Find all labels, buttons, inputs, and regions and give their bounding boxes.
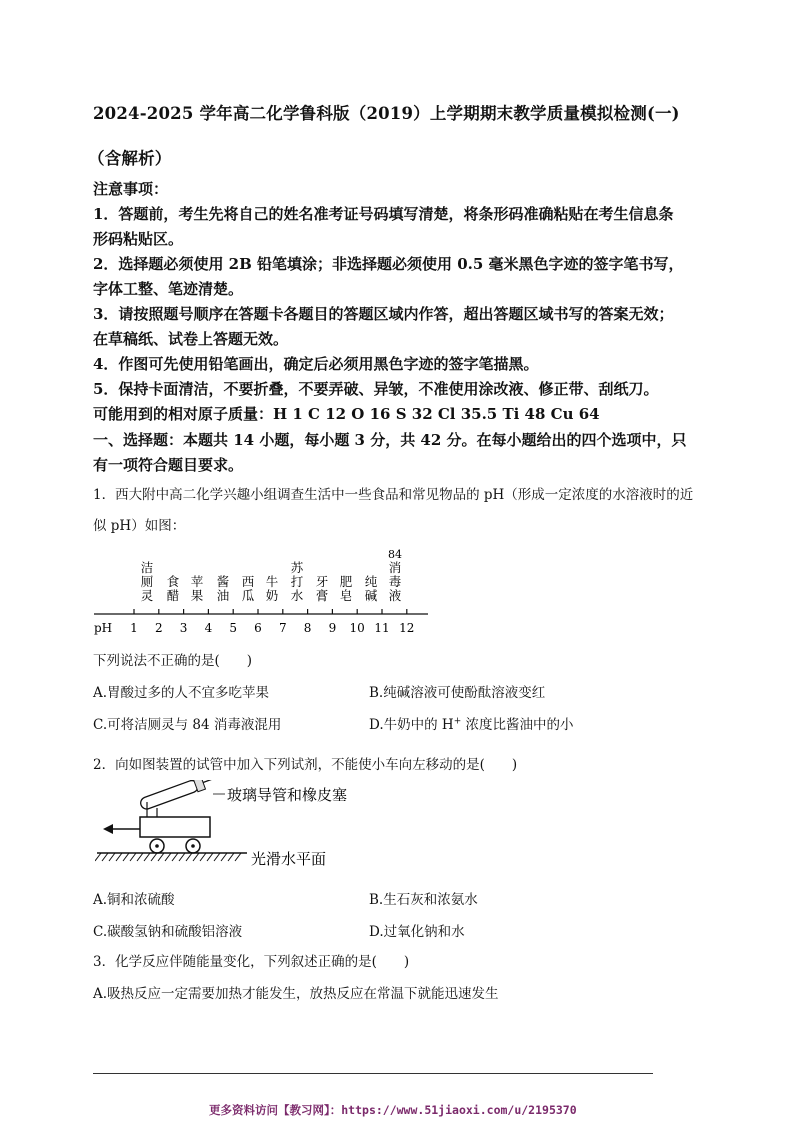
svg-text:瓜: 瓜 xyxy=(241,588,255,603)
label-plane: 光滑水平面 xyxy=(251,850,327,868)
svg-text:牙: 牙 xyxy=(315,574,329,589)
glass-tube xyxy=(203,780,213,782)
svg-text:食: 食 xyxy=(166,574,180,589)
q2-option-c[interactable]: C.碳酸氢钠和硫酸铝溶液 xyxy=(93,924,243,940)
svg-text:毒: 毒 xyxy=(388,574,402,589)
test-tube xyxy=(139,780,216,812)
cart-body xyxy=(140,817,210,837)
ph-scale-figure xyxy=(90,538,440,638)
svg-text:酱: 酱 xyxy=(216,574,230,589)
cart-apparatus-figure xyxy=(95,780,375,872)
q2-option-a[interactable]: A.铜和浓硫酸 xyxy=(93,892,175,908)
doc-title-line1: 2024-2025 学年高二化学鲁科版（2019）上学期期末教学质量模拟检测(一) xyxy=(93,104,680,123)
section-heading-line1: 一、选择题：本题共 14 小题，每小题 3 分，共 42 分。在每小题给出的四个选项中，只 xyxy=(93,431,687,449)
ph-tick-label: 2 xyxy=(154,621,163,635)
ph-item-labels xyxy=(141,548,402,603)
svg-text:苹: 苹 xyxy=(190,574,204,589)
ph-ticks xyxy=(134,609,407,614)
q1-stem-line2: 似 pH）如图： xyxy=(93,518,186,534)
notes-line: 在草稿纸、试卷上答题无效。 xyxy=(93,330,289,348)
ph-item-label xyxy=(266,574,279,603)
svg-text:厕: 厕 xyxy=(140,574,154,589)
notes-heading: 注意事项： xyxy=(93,180,169,198)
ph-tick-label: 9 xyxy=(328,621,337,635)
svg-text:84: 84 xyxy=(388,548,402,561)
ph-item-label xyxy=(217,574,230,603)
ph-tick-label: 5 xyxy=(229,621,238,635)
ph-tick-labels xyxy=(130,621,414,635)
svg-text:奶: 奶 xyxy=(265,588,279,603)
ground-hatch xyxy=(95,853,241,861)
notes-line: 3．请按照题号顺序在答题卡各题目的答题区域内作答，超出答题区域书写的答案无效； xyxy=(93,305,674,323)
ph-tick-label: 12 xyxy=(399,621,415,635)
ph-item-label xyxy=(167,574,180,603)
q2-stem: 2．向如图装置的试管中加入下列试剂，不能使小车向左移动的是( ) xyxy=(93,757,518,773)
ph-tick-label: 1 xyxy=(130,621,138,635)
ph-tick-label: 11 xyxy=(374,621,390,635)
ph-item-label xyxy=(388,548,402,603)
svg-text:西: 西 xyxy=(241,574,255,589)
svg-text:消: 消 xyxy=(388,560,402,575)
ph-item-label xyxy=(242,574,255,603)
section-heading-line2: 有一项符合题目要求。 xyxy=(93,456,244,474)
ph-tick-label: 6 xyxy=(254,621,262,635)
page-divider xyxy=(93,1073,653,1074)
notes-line: 1．答题前，考生先将自己的姓名准考证号码填写清楚，将条形码准确粘贴在考生信息条 xyxy=(93,205,674,223)
q1-option-c[interactable]: C.可将洁厕灵与 84 消毒液混用 xyxy=(93,717,282,733)
q3-option-a[interactable]: A.吸热反应一定需要加热才能发生，放热反应在常温下就能迅速发生 xyxy=(93,986,499,1002)
q3-stem: 3．化学反应伴随能量变化，下列叙述正确的是( ) xyxy=(93,954,410,970)
svg-text:碱: 碱 xyxy=(364,588,378,603)
h-plus-superscript: + xyxy=(453,716,462,727)
q1-option-b[interactable]: B.纯碱溶液可使酚酞溶液变红 xyxy=(369,685,546,701)
svg-text:膏: 膏 xyxy=(315,588,329,603)
svg-text:果: 果 xyxy=(190,588,204,603)
q1-option-d-text: 浓度比酱油中的小 xyxy=(461,717,574,733)
ph-axis-label: pH xyxy=(94,621,113,635)
svg-text:皂: 皂 xyxy=(339,588,353,603)
q1-option-d-text: D.牛奶中的 H xyxy=(369,717,454,733)
svg-text:醋: 醋 xyxy=(166,588,180,603)
ph-item-label xyxy=(191,574,204,603)
notes-line: 2．选择题必须使用 2B 铅笔填涂；非选择题必须使用 0.5 毫米黑色字迹的签字笔书写， xyxy=(93,255,684,273)
notes-line: 形码粘贴区。 xyxy=(93,230,184,248)
q1-option-d[interactable] xyxy=(369,713,574,733)
notes-line: 5．保持卡面清洁，不要折叠，不要弄破、异皱，不准使用涂改液、修正带、刮纸刀。 xyxy=(93,380,659,398)
svg-text:水: 水 xyxy=(290,588,304,603)
q1-option-a[interactable]: A.胃酸过多的人不宜多吃苹果 xyxy=(93,685,270,701)
doc-title-line2: （含解析） xyxy=(88,149,172,168)
svg-text:灵: 灵 xyxy=(140,588,154,603)
q1-ask: 下列说法不正确的是( ) xyxy=(93,653,253,669)
arrow-head xyxy=(103,824,113,834)
notes-line: 字体工整、笔迹清楚。 xyxy=(93,280,244,298)
svg-text:牛: 牛 xyxy=(265,574,279,589)
q1-stem-line1: 1．西大附中高二化学兴趣小组调查生活中一些食品和常见物品的 pH（形成一定浓度的水溶液时的近 xyxy=(93,487,694,503)
svg-text:打: 打 xyxy=(290,574,304,589)
svg-text:洁: 洁 xyxy=(140,560,154,575)
label-tube: 玻璃导管和橡皮塞 xyxy=(227,786,348,804)
ph-item-label xyxy=(365,574,378,603)
atomic-mass-line: 可能用到的相对原子质量：H 1 C 12 O 16 S 32 Cl 35.5 Ti 48 Cu 64 xyxy=(93,405,600,423)
svg-text:液: 液 xyxy=(388,588,402,603)
ph-tick-label: 8 xyxy=(303,621,312,635)
ph-tick-label: 7 xyxy=(278,621,287,635)
svg-text:肥: 肥 xyxy=(339,574,353,589)
svg-text:油: 油 xyxy=(216,588,230,603)
q2-option-d[interactable]: D.过氧化钠和水 xyxy=(369,924,465,940)
ph-tick-label: 10 xyxy=(349,621,365,635)
svg-text:纯: 纯 xyxy=(364,574,378,589)
notes-line: 4．作图可先使用铅笔画出，确定后必须用黑色字迹的签字笔描黑。 xyxy=(93,355,539,373)
footer-link[interactable]: 更多资料访问【教习网】：https://www.51jiaoxi.com/u/2195370 xyxy=(209,1103,577,1117)
q2-option-b[interactable]: B.生石灰和浓氨水 xyxy=(369,892,478,908)
svg-text:苏: 苏 xyxy=(290,560,304,575)
ph-item-label xyxy=(141,560,154,603)
ph-item-label xyxy=(291,560,304,603)
ph-tick-label: 4 xyxy=(204,621,213,635)
ph-tick-label: 3 xyxy=(179,621,188,635)
ph-item-label xyxy=(340,574,353,603)
ph-item-label xyxy=(316,574,329,603)
